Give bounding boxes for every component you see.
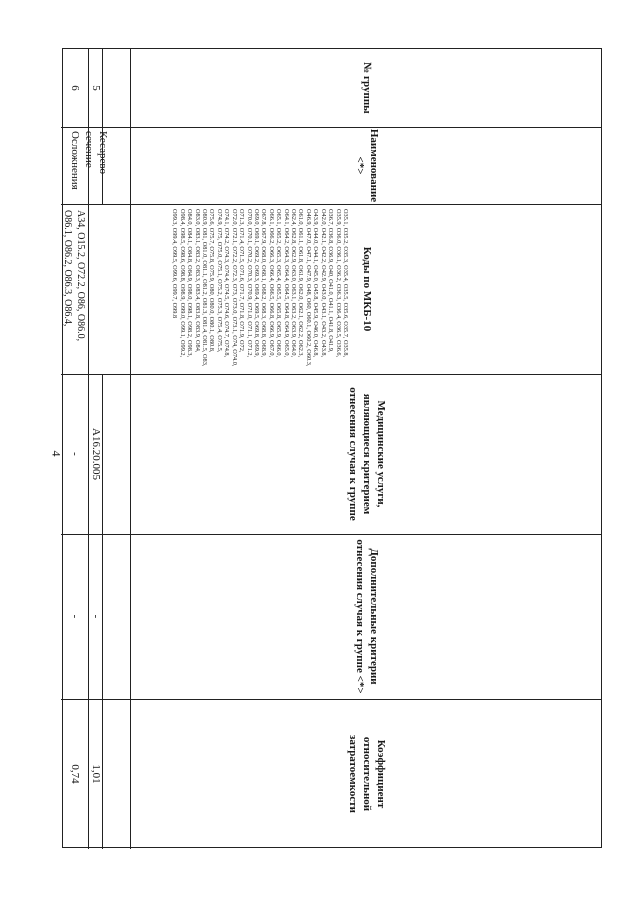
header-coefficient: Коэффициент относительной затратоемкости bbox=[347, 735, 387, 813]
row-6-name: Осложнения bbox=[69, 131, 82, 190]
header-name: Наименование <*> bbox=[354, 128, 380, 203]
row-6-number: 6 bbox=[69, 85, 81, 91]
row-5-name: Кесарево сечение bbox=[83, 131, 110, 174]
row-6-extra: - bbox=[69, 614, 82, 619]
row-5-coefficient: 1,01 bbox=[90, 764, 103, 784]
document-table bbox=[62, 48, 602, 848]
row-6-service: - bbox=[69, 452, 82, 456]
page-number: 4 bbox=[49, 450, 64, 457]
row-5-icd-codes: O35.1, O35.2, O35.3, O35.4, O35.5, O35.6, O35.7, O35.8, O35.9, O36.0, O36.1, O36.2, O36.3, O36.4, O36.5, O36.6, O36.7, O36.8, O36.9, O40, O41.0, O41.1, O41.8, O41.9, O42.0, O42.1, O42.2, O42.9, O43.0, O43.1, O43.2, O43.8, O43.9, O44.0, O44.1, O45.0, O45.8, O45.9, O46.0, O46.8, O46.9, O47.0, O47.1, O47.9, O48, O60, O60.1, O60.2, O60.3, O61.0, O61.1, O61.8, O61.9, O62.0, O62.1, O62.2, O62.3, O62.4, O62.8, O62.9, O63.0, O63.1, O63.2, O63.9, O64.0, O64.1, O64.2, O64.3, O64.4, O64.5, O64.8, O64.9, O65.0, O65.1, O65.2, O65.3, O65.4, O65.5, O65.8, O65.9, O66.0, O66.1, O66.2, O66.3, O66.4, O66.5, O66.8, O66.9, O67.0, O67.8, O67.9, O68.0, O68.1, O68.2, O68.3, O68.8, O68.9, O69.0, O69.1, O69.2, O69.3, O69.4, O69.5, O69.8, O69.9, O70.0, O70.1, O70.2, O70.3, O70.9, O71.0, O71.1, O71.2, O71.3, O71.4, O71.5, O71.6, O71.7, O71.8, O71.9, O72, O72.0, O72.1, O72.2, O72.3, O73, O73.0, O73.1, O74, O74.0, O74.1, O74.2, O74.3, O74.4, O74.5, O74.6, O74.7, O74.8, O74.9, O75, O75.0, O75.1, O75.2, O75.3, O75.4, O75.5, O75.6, O75.7, O75.8, O75.9, O80, O80.0, O80.1, O80.8, O80.9, O81, O81.0, O81.1, O81.2, O81.3, O81.4, O81.5, O83, O83.0, O83.1, O83.2, O83.3, O83.4, O83.8, O83.9, O84, O84.0, O84.1, O84.8, O84.9, O98.0, O98.1, O98.2, O98.3, O98.4, O98.5, O98.6, O98.8, O98.9, O99.0, O99.1, O99.2, O99.3, O99.4, O99.5, O99.6, O99.7, O99.8 bbox=[171, 209, 349, 367]
row-5-service: A16.20.005 bbox=[90, 428, 103, 480]
row-5-extra: - bbox=[90, 614, 103, 619]
row-6-coefficient: 0,74 bbox=[69, 764, 82, 784]
header-icd-codes: Коды по МКБ-10 bbox=[360, 246, 373, 332]
rotated-table-container bbox=[62, 48, 602, 848]
row-5-number: 5 bbox=[90, 85, 102, 91]
row-6-icd-codes: A34, O15.2, O72.2, O86, O86.0, O86.1, O86.2, O86.3, O86.4, bbox=[62, 210, 86, 342]
header-services: Медицинские услуги, являющиеся критерием отнесения случая к группе bbox=[347, 387, 387, 521]
header-group-number: № группы bbox=[360, 62, 373, 114]
header-extra-criteria: Дополнительные критерии отнесения случая к группе <*> bbox=[354, 539, 380, 694]
